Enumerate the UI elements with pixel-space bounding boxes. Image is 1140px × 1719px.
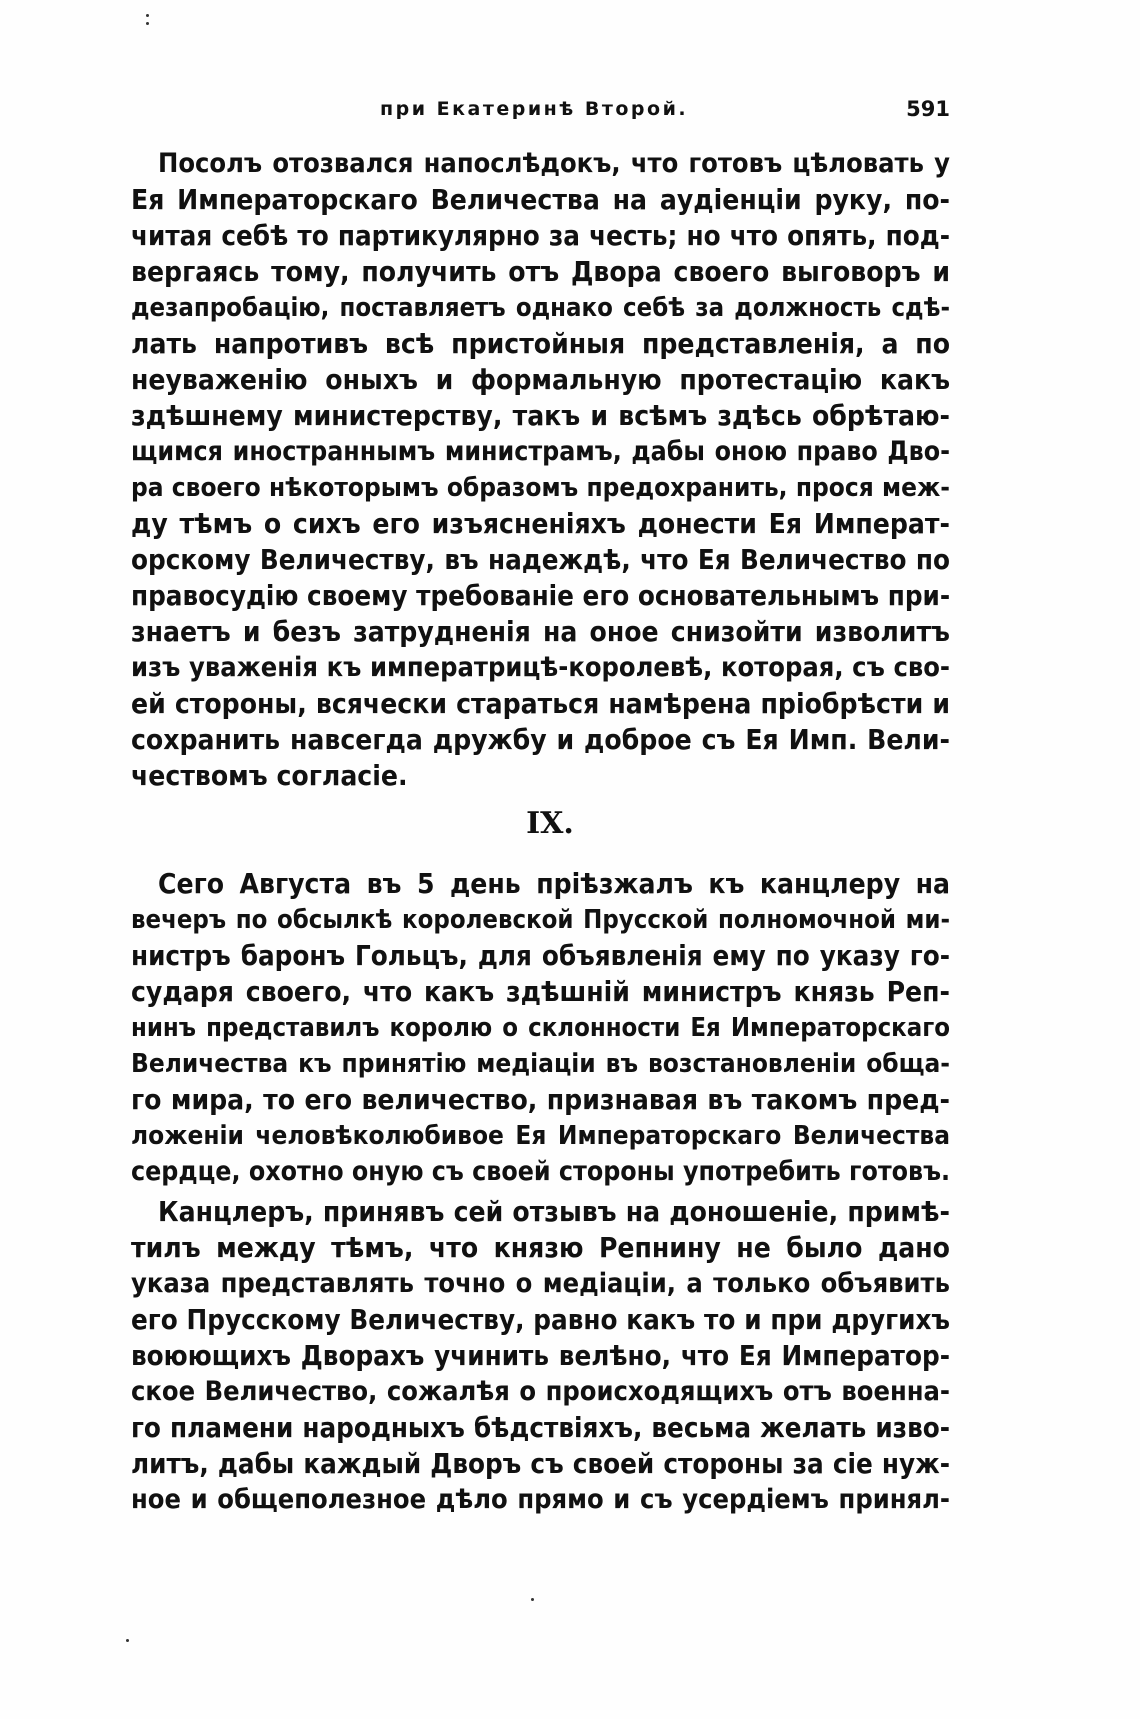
text-line: знаетъ и безъ затрудненія на оное снизойти изволитъ xyxy=(131,615,950,648)
ink-speck xyxy=(531,1598,534,1601)
text-line: Величества къ принятію медіаціи въ возстановленіи обща- xyxy=(131,1049,950,1079)
text-line: нистръ баронъ Гольцъ, для объявленія ему по указу го- xyxy=(131,940,950,972)
ink-speck xyxy=(146,22,149,25)
running-head xyxy=(130,98,950,128)
text-line: тилъ между тѣмъ, что князю Репнину не было дано xyxy=(131,1231,950,1264)
text-line: ра своего нѣкоторымъ образомъ предохранить, прося меж- xyxy=(131,473,950,503)
text-line: литъ, дабы каждый Дворъ съ своей стороны за сіе нуж- xyxy=(131,1448,950,1480)
running-title: при Екатеринѣ Второй. xyxy=(380,98,689,120)
text-line: ное и общеполезное дѣло прямо и съ усердіемъ принял- xyxy=(131,1484,950,1515)
text-line: орскому Величеству, въ надеждѣ, что Ея Величество по xyxy=(131,544,950,576)
text-line: Ея Императорскаго Величества на аудіенціи руку, по- xyxy=(131,183,950,216)
text-line: го мира, то его величество, признавая въ такомъ пред- xyxy=(131,1083,950,1116)
text-line: чествомъ согласіе. xyxy=(131,759,408,792)
text-line: го пламени народныхъ бѣдствіяхъ, весьма желать изво- xyxy=(131,1412,950,1444)
text-line: ду тѣмъ о сихъ его изъясненіяхъ донести Ея Императ- xyxy=(131,507,950,540)
text-line: ей стороны, всячески стараться намѣрена пріобрѣсти и xyxy=(131,687,950,720)
text-line: дезапробацію, поставляетъ однако себѣ за должность сдѣ- xyxy=(131,293,950,323)
text-line: сударя своего, что какъ здѣшній министръ князь Реп- xyxy=(131,975,950,1008)
text-line: его Прусскому Величеству, равно какъ то и при другихъ xyxy=(131,1304,950,1336)
text-line: вергаясь тому, получить отъ Двора своего выговоръ и xyxy=(131,255,950,288)
text-line: нинъ представилъ королю о склонности Ея Императорскаго xyxy=(131,1013,950,1043)
text-line: воюющихъ Дворахъ учинить велѣно, что Ея Император- xyxy=(131,1340,950,1372)
text-line: изъ уваженія къ императрицѣ-королевѣ, которая, съ сво- xyxy=(131,652,950,683)
page-number: 591 xyxy=(906,97,950,121)
text-line: Посолъ отозвался напослѣдокъ, что готовъ цѣловать у xyxy=(158,148,950,179)
text-line: ское Величество, сожалѣя о происходящихъ отъ военна- xyxy=(131,1376,950,1407)
text-line: Канцлеръ, принявъ сей отзывъ на доношеніе, примѣ- xyxy=(158,1195,950,1228)
text-line: правосудію своему требованіе его основательнымъ при- xyxy=(131,580,950,612)
text-line: вечеръ по обсылкѣ королевской Прусской полномочной ми- xyxy=(131,905,950,935)
text-line: читая себѣ то партикулярно за честь; но что опять, под- xyxy=(131,220,950,252)
text-line: здѣшнему министерству, такъ и всѣмъ здѣсь обрѣтаю- xyxy=(131,399,950,432)
section-heading: IX. xyxy=(526,806,574,841)
text-line: указа представлять точно о медіаціи, а только объявить xyxy=(131,1268,950,1299)
text-line: сердце, охотно оную съ своей стороны употребить готовъ. xyxy=(131,1156,950,1187)
ink-speck xyxy=(126,1639,129,1642)
text-line: Сего Августа въ 5 день пріѣзжалъ къ канцлеру на xyxy=(158,867,950,900)
text-line: щимся иностраннымъ министрамъ, дабы оною право Дво- xyxy=(131,436,950,467)
text-line: лать напротивъ всѣ пристойныя представленія, а по xyxy=(131,327,950,360)
text-line: неуваженію оныхъ и формальную протестацію какъ xyxy=(131,363,950,396)
ink-speck xyxy=(146,14,149,17)
text-line: ложеніи человѣколюбивое Ея Императорскаго Величества xyxy=(131,1121,950,1151)
text-line: сохранить навсегда дружбу и доброе съ Ея Имп. Вели- xyxy=(131,723,950,756)
